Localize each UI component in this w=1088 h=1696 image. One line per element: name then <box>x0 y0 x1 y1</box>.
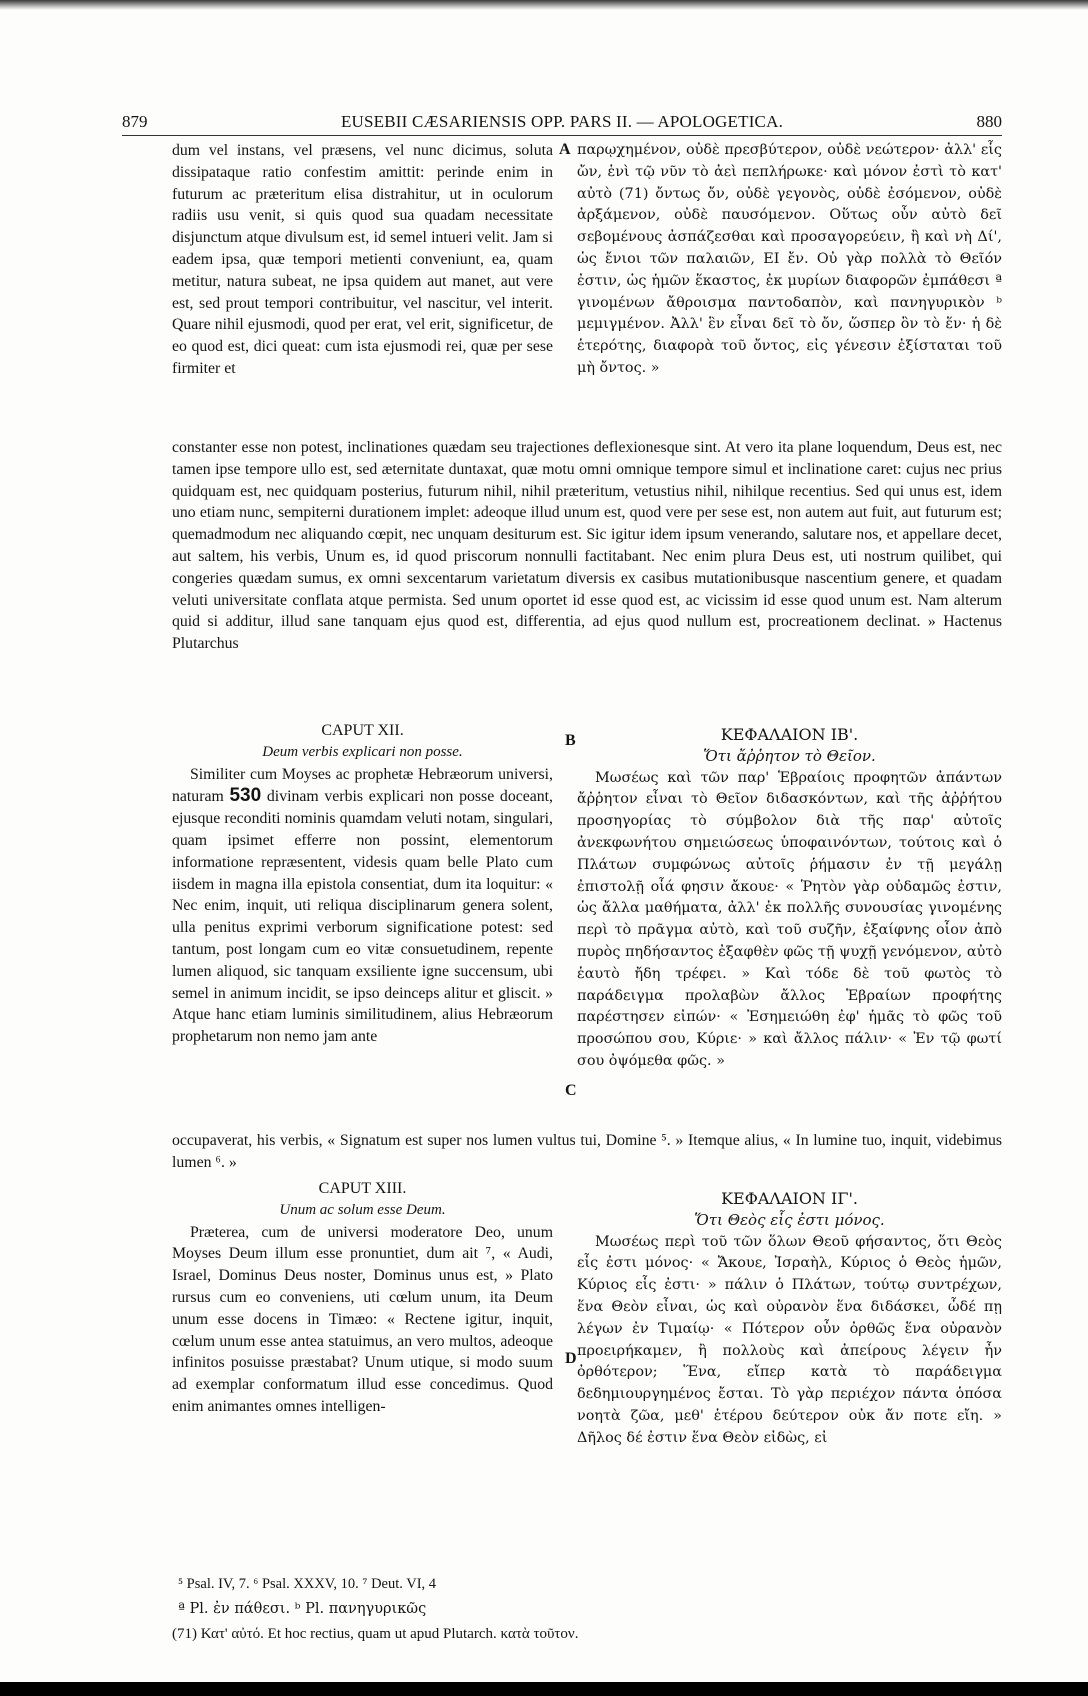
footnote-71: (71) Κατ' αὐτό. Et hoc rectius, quam ut apud Plutarch. κατὰ τοῦτον. <box>172 1626 579 1642</box>
chapter-12-latin-heading: CAPUT XII. <box>321 722 404 739</box>
running-title: EUSEBII CÆSARIENSIS OPP. PARS II. — APOLOGETICA. <box>340 112 784 131</box>
chapter-13-latin-subtitle: Unum ac solum esse Deum. <box>279 1201 446 1218</box>
chapter-12-latin-subtitle: Deum verbis explicari non posse. <box>262 743 463 760</box>
chapter-12-latin-text-b: divinam verbis explicari non posse doceant, ejusque reconditi nominis quamdam veluti notam, singulari, quam ipsimet efferre non possint, elementorum informatione repræsentent, videsis quam belle Plato cum iisdem in magna illa epistola consentiat, dum ita loquitur: « Nec enim, inquit, uti reliqua disciplinarum genera solent, ulla penitus exprimi verborum significatione potest: sed tantum, post longam cum eo vitæ consuetudinem, repente lumen aliquod, sic tanquam exsiliente igne succensum, ubi semel in animum incidit, se ipso deinceps alitur et gliscit. » Atque hanc etiam luminis similitudinem, alius Hebræorum prophetarum non nemo jam ante <box>172 788 553 1046</box>
top-latin-text: dum vel instans, vel præsens, vel nunc dicimus, soluta dissipataque ratio confestim amittit: perinde enim in futurum ac præteritum elisa distrahitur, ut in oculorum radiis usu venit, si quis quod sua quadam necessitate disjunctum atque divulsum est, id semel intueri velit. Jam si eadem ipsa, quæ tempori metienti conveniunt, ea, quam metitur, natura subeat, ne ipsa quidem aut manet, aut vere est, sed prout tempori contribuitur, vel nascitur, vel interit. Quare nihil ejusmodi, quod per erat, vel erit, significetur, de eo quod est, dici queat: cum ista ejusmodi rei, quæ per sese firmiter et <box>172 142 553 377</box>
chapter-12-greek-body: Μωσέως καὶ τῶν παρ' Ἑβραίοις προφητῶν ἁπάντων ἄῤῥητον εἶναι τὸ Θεῖον διδασκόντων, καὶ τῆς ἀῤῥήτου προσηγορίας τὸ σύμβολον διὰ τῆς παρ' αὐτοῖς ἀνεκφωνήτου σημειώσεως ὑποφαινόντων, τούτοις καὶ ὁ Πλάτων συμφώνως αὐτοῖς ῥήμασιν ἐν τῇ μεγάλῃ ἐπιστολῇ οἷά φησιν ἄκουε· « Ῥητὸν γὰρ οὐδαμῶς ἐστιν, ὡς ἄλλα μαθήματα, ἀλλ' ἐκ πολλῆς συνουσίας γινομένης περὶ τὸ πρᾶγμα αὐτὸ, καὶ τοῦ συζῆν, ἐξαίφνης οἷον ἀπὸ πυρὸς πηδήσαντος ἐξαφθὲν φῶς τῇ ψυχῇ γενόμενον, αὐτὸ ἑαυτὸ ἤδη τρέφει. » Καὶ τόδε δὲ τοῦ φωτὸς τὸ παράδειγμα προλαβὼν ἄλλος Ἑβραίων προφήτης παρέστησεν εἰπών· « Ἐσημειώθη ἐφ' ἡμᾶς τὸ φῶς τοῦ προσώπου σου, Κύριε· » καὶ ἄλλος πάλιν· « Ἐν τῷ φωτί σου ὀψόμεθα φῶς. » <box>577 769 1002 1069</box>
chapter-13-greek-subtitle: Ὅτι Θεὸς εἷς ἐστι μόνος. <box>694 1210 885 1229</box>
page-number-left: 879 <box>122 112 148 131</box>
chapter-13-greek <box>577 1188 1002 1450</box>
header-rule <box>122 135 1002 136</box>
chapter-12-greek-subtitle: Ὅτι ἄῤῥητον τὸ Θεῖον. <box>703 746 876 765</box>
top-greek-column <box>577 140 1002 380</box>
chapter-12-latin-text-a: Similiter cum Moyses ac prophetæ Hebræorum universi, naturam <box>172 765 553 806</box>
page-number-right: 880 <box>976 112 1002 131</box>
margin-marker-c: C <box>565 1082 577 1099</box>
latin-full-width-continuation-2 <box>172 1130 1002 1174</box>
margin-marker-b: B <box>565 732 576 749</box>
top-latin-column <box>172 140 553 380</box>
running-header <box>122 112 1002 134</box>
scan-top-edge <box>0 0 1088 10</box>
chapter-12-greek-heading: ΚΕΦΑΛΑΙΟΝ ΙΒ'. <box>720 725 859 744</box>
chapter-12-greek <box>577 724 1002 1073</box>
chapter-12-latin-body <box>172 764 553 1048</box>
top-greek-text: παρῳχημένον, οὐδὲ πρεσβύτερον, οὐδὲ νεώτερον· ἀλλ' εἷς ὤν, ἑνὶ τῷ νῦν τὸ ἀεὶ πεπλήρωκε· καὶ μόνον ἐστὶ τὸ κατ' αὐτὸ (71) ὄντως ὄν, οὐδὲ γεγονὸς, οὐδὲ ἐσόμενον, οὐδὲ ἀρξάμενον, οὐδὲ παυσόμενον. Οὕτως οὖν αὐτὸ δεῖ σεβομένους ἀσπάζεσθαι καὶ προσαγορεύειν, ἢ καὶ νὴ Δί', ὡς ἔνιοι τῶν παλαιῶν, ΕΙ ἔν. Οὐ γὰρ πολλὰ τὸ Θεῖόν ἐστιν, ὡς ἡμῶν ἕκαστος, ἐκ μυρίων διαφορῶν ἐμπάθεσι ª γινομένων ἄθροισμα παντοδαπὸν, καὶ πανηγυρικὸν ᵇ μεμιγμένον. Ἀλλ' ἓν εἶναι δεῖ τὸ ὄν, ὥσπερ ὂν τὸ ἕν· ἡ δὲ ἑτερότης, διαφορὰ τοῦ ὄντος, εἰς γένεσιν ἐξίσταται τοῦ μὴ ὄντος. » <box>577 142 1002 376</box>
chapter-12-latin <box>172 720 553 1048</box>
chapter-13-latin-body: Præterea, cum de universi moderatore Deo, unum Moyses Deum illum esse pronuntiet, dum ait ⁷, « Audi, Israel, Dominus Deus noster, Dominus unus est, » Plato rursus cum eo conveniens, uti cœlum unum, ita Deum unum esse docens in Timæo: « Rectene igitur, inquit, cœlum unum esse antea statuimus, an vero multos, adeoque infinitos posuisse præstabat? Unum utique, si modo suum ad exemplar conformatum illud esse concedimus. Quod enim animantes omnes intelligen- <box>172 1223 553 1415</box>
latin-full-width-continuation <box>172 437 1002 655</box>
mid2-full-text: occupaverat, his verbis, « Signatum est super nos lumen vultus tui, Domine ⁵. » Itemque alius, « In lumine tuo, inquit, videbimus lumen ⁶. » <box>172 1132 1002 1171</box>
footnote-scripture-refs: ⁵ Psal. IV, 7. ⁶ Psal. XXXV, 10. ⁷ Deut. VI, 4 <box>178 1576 437 1592</box>
chapter-13-greek-heading: ΚΕΦΑΛΑΙΟΝ ΙΓ'. <box>721 1189 858 1208</box>
chapter-13-latin-heading: CAPUT XIII. <box>318 1180 407 1197</box>
chapter-13-greek-body: Μωσέως περὶ τοῦ τῶν ὅλων Θεοῦ φήσαντος, ὅτι Θεὸς εἷς ἐστι μόνος· « Ἄκουε, Ἰσραὴλ, Κύριος ὁ Θεὸς ἡμῶν, Κύριος εἷς ἐστι· » πάλιν ὁ Πλάτων, τούτῳ συντρέχων, ἕνα Θεὸν εἶναι, ὡς καὶ οὐρανὸν ἕνα διδάσκει, ὧδέ πῃ λέγων ἐν Τιμαίῳ· « Πότερον οὖν ὀρθῶς ἕνα οὐρανὸν προειρήκαμεν, ἢ πολλοὺς καὶ ἀπείρους λέγειν ἦν ὀρθότερον; Ἕνα, εἴπερ κατὰ τὸ παράδειγμα δεδημιουργημένος ἔσται. Τὸ γὰρ περιέχον πάντα ὁπόσα νοητὰ ζῶα, μεθ' ἑτέρου δεύτερον οὐκ ἄν ποτε εἴη. » Δῆλος δέ ἐστιν ἕνα Θεὸν εἰδὼς, εἰ <box>577 1233 1002 1446</box>
scan-bottom-edge <box>0 1682 1088 1696</box>
chapter-13-latin <box>172 1178 553 1418</box>
footnote-variants: ª Pl. ἐν πάθεσι. ᵇ Pl. πανηγυρικῶς <box>178 1601 427 1617</box>
mid-full-text: constanter esse non potest, inclinationes quædam seu trajectiones deflexionesque sint. At vero ita plane loquendum, Deus est, nec tamen ipse tempore ullo est, sed æternitate duntaxat, quæ motu omni omnique tempore simul et inclinatione caret: cujus nec prius quidquam est, nec quidquam posterius, futurum nihil, nihil præteritum, vetustius nihil, nihilque recentius. Sed qui unus est, idem uno etiam nunc, sempiterni durationem implet: adeoque illud unum est, quod vere per sese est, non autem aut fuit, aut futurum est; quemadmodum nec aliquando cœpit, nec unquam desiturum est. Sic igitur idem ipsum venerando, salutare nos, et appellare decet, aut saltem, his verbis, Unum es, id quod priscorum nonnulli factitabant. Nec enim plura Deus est, uti nostrum quilibet, qui congeries quædam sumus, ex omni sexcentarum varietatum diversis ex casibus mutationibusque nascentium genere, et quadam veluti universitate conflata atque permista. Sed unum oportet id esse quod est, ac vicissim id esse quod unum est. Nam alterum quid si additur, illud sane tanquam ejus quod est, differentia, ad ejus quod nullum est, procreationem declinat. » Hactenus Plutarchus <box>172 439 1002 653</box>
margin-marker-d: D <box>565 1350 577 1367</box>
margin-marker-a: A <box>559 141 571 158</box>
original-page-number: 530 <box>229 785 262 807</box>
